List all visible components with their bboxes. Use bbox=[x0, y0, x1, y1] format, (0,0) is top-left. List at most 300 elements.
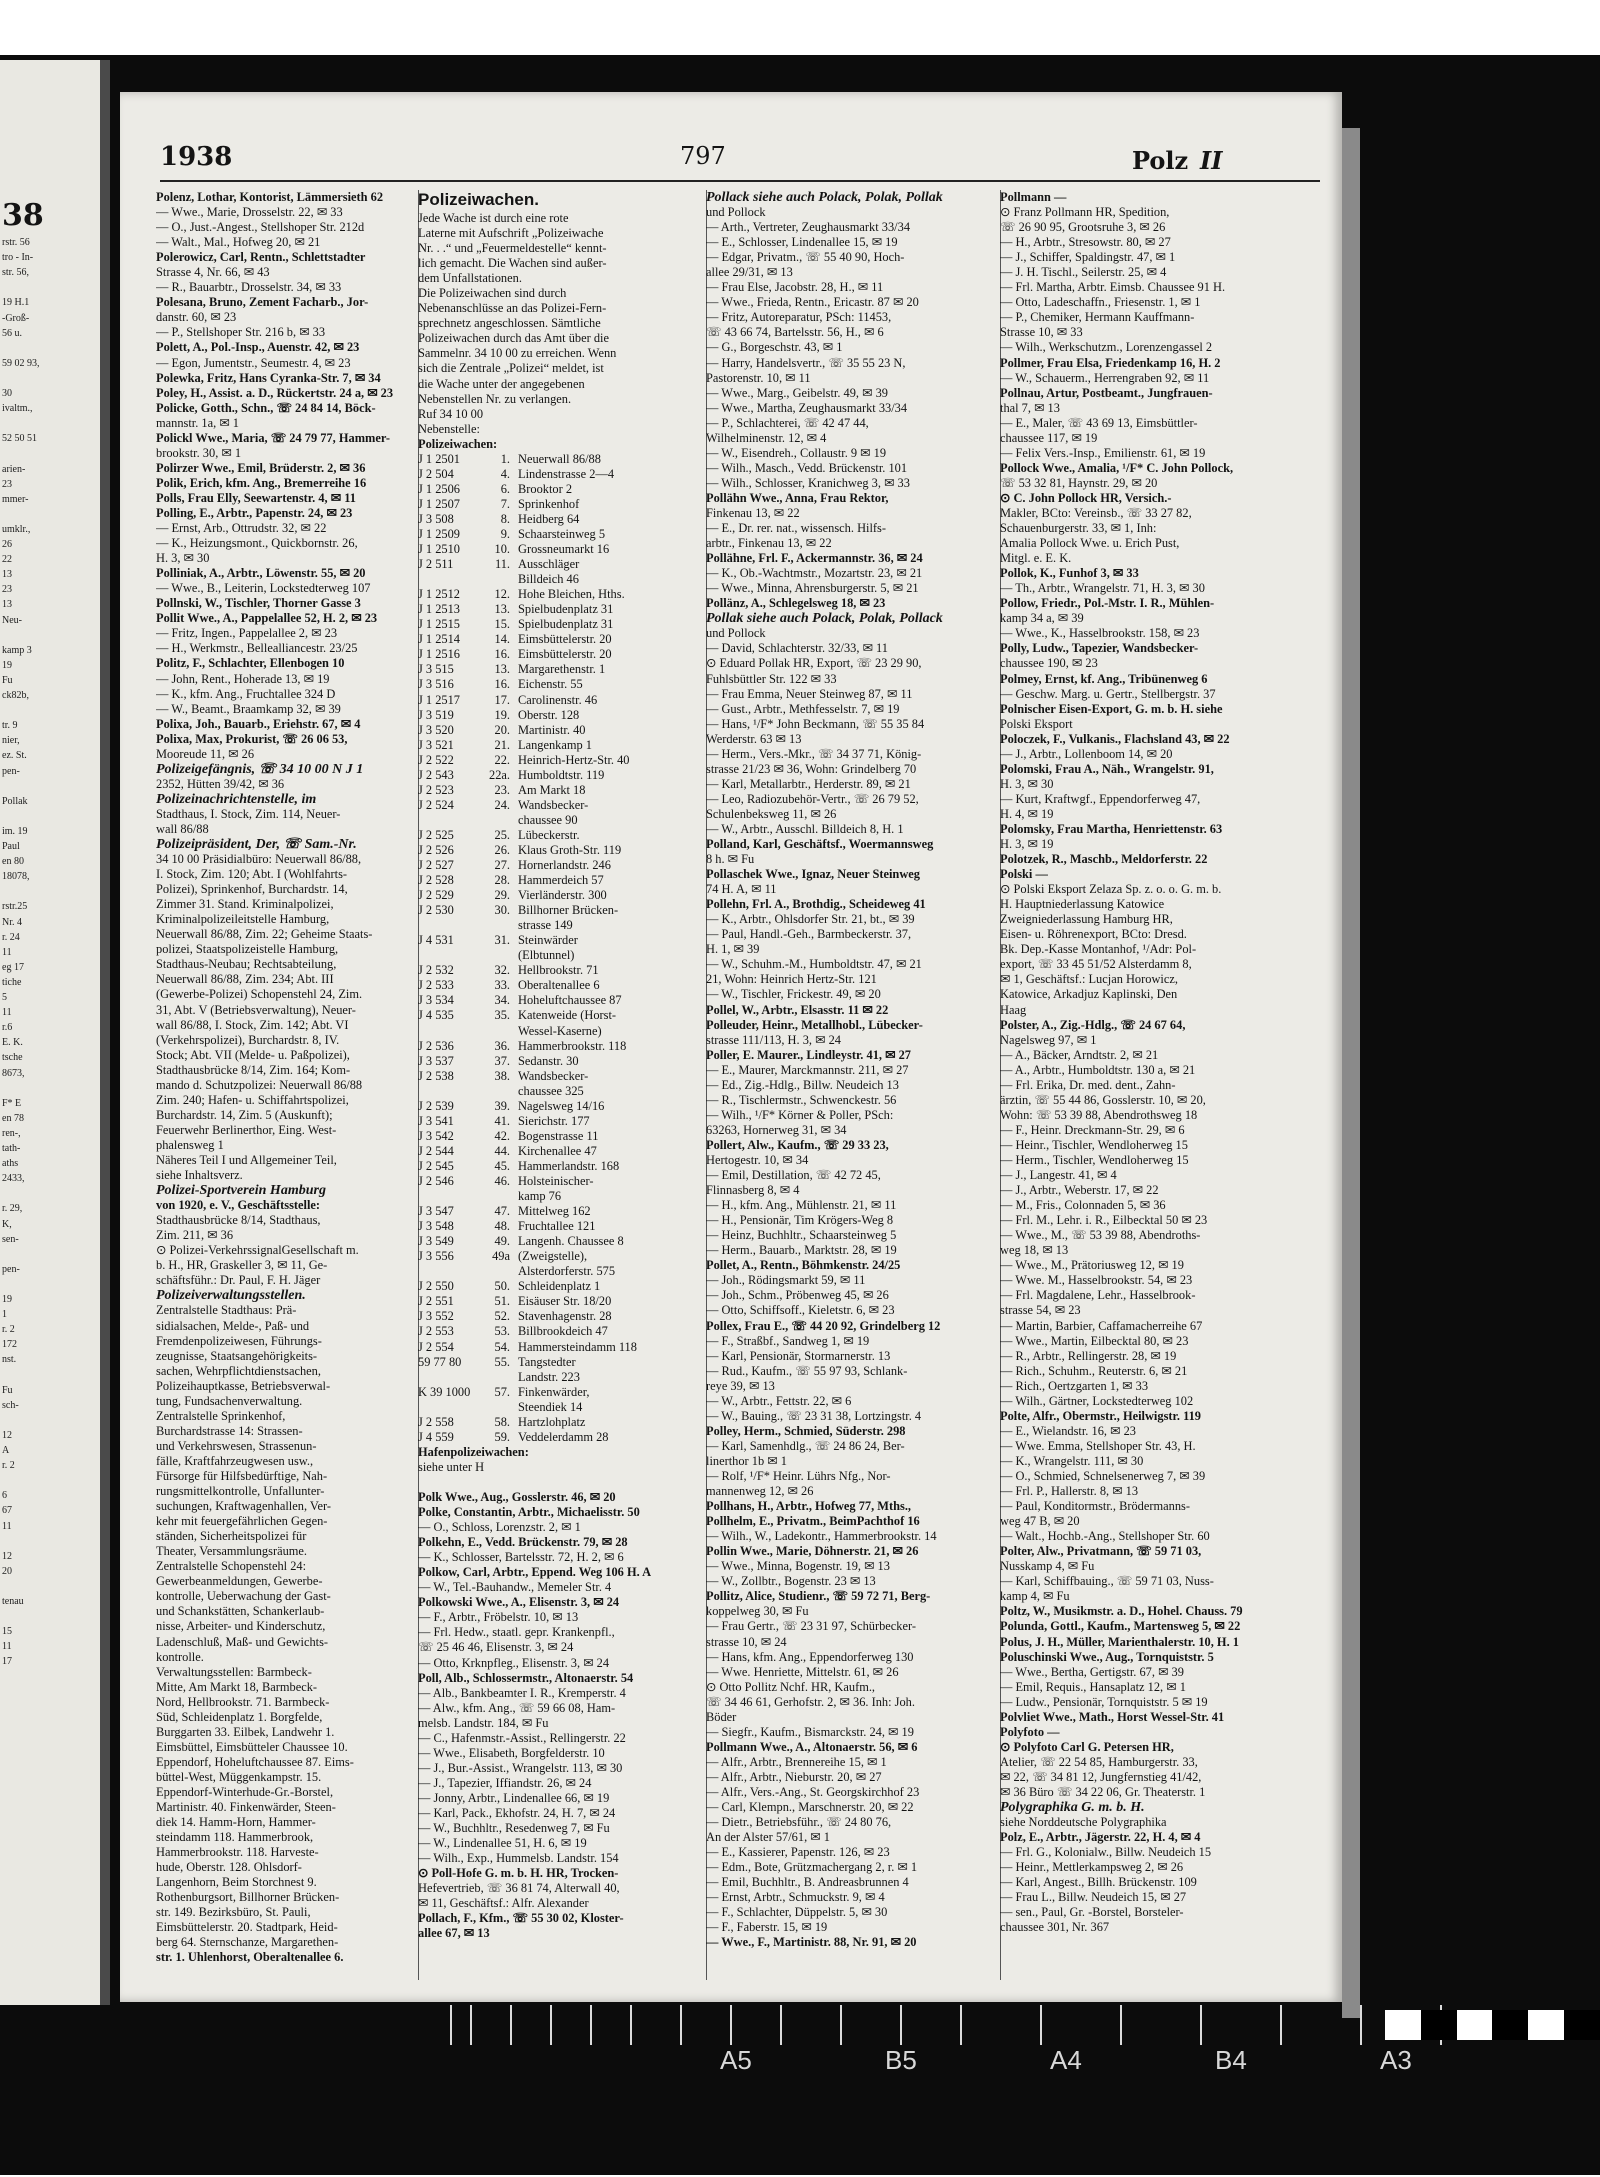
polizeiwache-row bbox=[418, 1114, 708, 1129]
directory-entry-line: linerthor 1b ✉ 1 bbox=[706, 1453, 787, 1468]
scan-gray-scale-bar bbox=[1385, 2010, 1600, 2040]
polizeiwache-row bbox=[418, 783, 708, 798]
wache-address: Ausschläger bbox=[518, 557, 580, 572]
wache-number: 30. bbox=[494, 903, 510, 918]
directory-entry-line: Katowice, Arkadjuz Kaplinski, Den bbox=[1000, 987, 1178, 1002]
directory-entry-line: ✉ 11, Geschäftsf.: Alfr. Alexander bbox=[418, 1896, 589, 1911]
paper-size-label: A4 bbox=[1050, 2045, 1082, 2075]
wache-extension: J 1 2514 bbox=[418, 632, 460, 647]
directory-entry-line: Haag bbox=[1000, 1002, 1027, 1017]
directory-entry-line: Stock; Abt. VII (Melde- u. Paßpolizei), bbox=[156, 1047, 350, 1062]
wache-address: Nagelsweg 14/16 bbox=[518, 1098, 605, 1113]
directory-entry-line: sidialsachen, Melde-, Paß- und bbox=[156, 1318, 310, 1333]
wache-number: 31. bbox=[494, 933, 510, 948]
directory-entry-line: 21, Wohn: Heinrich Hertz-Str. 121 bbox=[706, 972, 877, 987]
wache-address: Eimsbüttelerstr. 20 bbox=[518, 632, 612, 647]
wache-address: Tangstedter bbox=[518, 1354, 576, 1369]
wache-extension: J 2 544 bbox=[418, 1143, 454, 1158]
left-page-line: 56 u. bbox=[2, 327, 22, 339]
wache-address: Eimsbüttelerstr. 20 bbox=[518, 647, 612, 662]
wache-extension: J 2 533 bbox=[418, 978, 454, 993]
wache-extension: J 3 548 bbox=[418, 1219, 454, 1234]
wache-address: chaussee 90 bbox=[518, 812, 578, 827]
wache-number: 21. bbox=[494, 737, 510, 752]
directory-entry-line: Polizeinachrichtenstelle, im bbox=[156, 791, 317, 807]
directory-entry-line: — Heinz, Buchhltr., Schaarsteinweg 5 bbox=[706, 1228, 897, 1243]
directory-entry-line: Pollow, Friedr., Pol.-Mstr. I. R., Mühlen- bbox=[1000, 596, 1215, 611]
polizeiwache-row bbox=[418, 978, 708, 993]
polizeiwache-row bbox=[418, 677, 708, 692]
wache-extension: 59 77 80 bbox=[418, 1354, 462, 1369]
wache-extension: J 2 538 bbox=[418, 1068, 454, 1083]
directory-entry-line: — W., Schauerm., Herrengraben 92, ✉ 11 bbox=[1000, 370, 1210, 385]
left-page-line: 11 bbox=[2, 1520, 12, 1532]
left-page-line: eg 17 bbox=[2, 961, 24, 973]
directory-entry-line: Pollit Wwe., A., Pappelallee 52, H. 2, ✉ 23 bbox=[156, 611, 378, 626]
left-page-line: im. 19 bbox=[2, 825, 28, 837]
directory-entry-line: melsb. Landstr. 184, ✉ Fu bbox=[418, 1715, 549, 1730]
directory-entry-line: Finkenau 13, ✉ 22 bbox=[706, 505, 800, 520]
directory-entry-line: Pollet, A., Rentn., Böhmkenstr. 24/25 bbox=[706, 1258, 901, 1273]
directory-entry-line: ☏ 53 32 81, Haynstr. 29, ✉ 20 bbox=[1000, 475, 1158, 490]
directory-entry-line: — W., Bauing., ☏ 23 31 38, Lortzingstr. 4 bbox=[706, 1408, 922, 1423]
polizeiwache-row bbox=[418, 1370, 708, 1385]
wache-address: Oberstr. 128 bbox=[518, 707, 580, 722]
wache-number: 32. bbox=[494, 963, 510, 978]
wache-address: Heinrich-Hertz-Str. 40 bbox=[518, 752, 630, 767]
directory-entry-line: str. 1. Uhlenhorst, Oberaltenallee 6. bbox=[156, 1950, 344, 1965]
wache-extension: J 2 511 bbox=[418, 557, 454, 572]
directory-entry-line: Bk. Dep.-Kasse Montanhof, ¹/Adr: Pol- bbox=[1000, 942, 1197, 957]
wache-number: 9. bbox=[500, 526, 510, 541]
wache-address: (Zweigstelle), bbox=[518, 1249, 588, 1264]
polizeiwache-row bbox=[418, 662, 708, 677]
wache-address: Hammersteindamm 118 bbox=[518, 1339, 637, 1354]
wache-address: Langenkamp 1 bbox=[518, 737, 592, 752]
directory-entry-line: Pollmann Wwe., A., Altonaerstr. 56, ✉ 6 bbox=[706, 1739, 918, 1754]
left-page-line: 26 bbox=[2, 539, 12, 550]
directory-entry-line: ✉ 1, Geschäftsf.: Lucjan Horowicz, bbox=[1000, 972, 1178, 987]
directory-entry-line: Theater, Versammlungsräume. bbox=[156, 1544, 308, 1559]
polizeiwache-row bbox=[418, 647, 708, 662]
scan-tick bbox=[590, 2005, 592, 2045]
left-page-line: tr. 9 bbox=[2, 720, 18, 732]
wache-address: Bogenstrasse 11 bbox=[518, 1128, 599, 1143]
directory-entry-line: Eimsbüttel, Eimsbütteler Chaussee 10. bbox=[156, 1739, 348, 1754]
scan-tick bbox=[550, 2005, 552, 2045]
left-page-line: ren-, bbox=[2, 1127, 21, 1139]
directory-entry-line: — Emil, Requis., Hansaplatz 12, ✉ 1 bbox=[1000, 1679, 1186, 1694]
wache-address: Billhorner Brücken- bbox=[518, 903, 619, 918]
directory-entry-line: von 1920, e. V., Geschäftsstelle: bbox=[156, 1198, 321, 1213]
left-page-line: 1 bbox=[2, 1309, 7, 1321]
directory-entry-line: Pastorenstr. 10, ✉ 11 bbox=[706, 370, 811, 385]
directory-entry-line: ☏ 43 66 74, Bartelsstr. 56, H., ✉ 6 bbox=[706, 325, 884, 340]
directory-entry-line: — Egon, Jumentstr., Seumestr. 4, ✉ 23 bbox=[156, 355, 351, 370]
wache-extension bbox=[418, 1370, 488, 1385]
directory-entry-line: An der Alster 57/61, ✉ 1 bbox=[706, 1830, 830, 1845]
polizeiwache-row bbox=[418, 452, 708, 467]
directory-entry-line: — J., Schiffer, Spaldingstr. 47, ✉ 1 bbox=[1000, 250, 1176, 265]
directory-entry-line: ⊙ Polski Eksport Zelaza Sp. z. o. o. G. m. b. bbox=[1000, 882, 1222, 897]
directory-entry-line: — W., Tischler, Frickestr. 49, ✉ 20 bbox=[706, 987, 881, 1002]
directory-entry-line: — Karl, Angest., Billh. Brückenstr. 109 bbox=[1000, 1875, 1197, 1890]
directory-entry-line: ⊙ Polizei-VerkehrssignalGesellschaft m. bbox=[156, 1243, 359, 1258]
directory-entry-line: Pollert, Alw., Kaufm., ☏ 29 33 23, bbox=[706, 1137, 889, 1152]
wache-extension: J 2 526 bbox=[418, 842, 454, 857]
wache-number: 19. bbox=[494, 707, 510, 722]
wache-address: Wandsbecker- bbox=[518, 1068, 589, 1083]
directory-entry-line: — Heinr., Mettlerkampsweg 2, ✉ 26 bbox=[1000, 1860, 1184, 1875]
left-page-line: tenau bbox=[2, 1596, 24, 1607]
wache-number: 50. bbox=[494, 1279, 510, 1294]
wache-address: kamp 76 bbox=[518, 1189, 562, 1204]
directory-entry-line: — H., Pensionär, Tim Krögers-Weg 8 bbox=[706, 1213, 894, 1228]
directory-entry-line: — K., Schlosser, Bartelsstr. 72, H. 2, ✉ 6 bbox=[418, 1550, 624, 1565]
left-page-line: A bbox=[2, 1445, 10, 1456]
directory-entry-line: — Edgar, Privatm., ☏ 55 40 90, Hoch- bbox=[706, 250, 905, 265]
directory-entry-line: steindamm 118. Hammerbrook, bbox=[156, 1830, 314, 1845]
left-page-line: kamp 3 bbox=[2, 644, 32, 656]
left-page-line: 15 bbox=[2, 1626, 12, 1638]
directory-entry-line: und Verkehrswesen, Strassenun- bbox=[156, 1438, 317, 1453]
wache-extension bbox=[418, 1264, 488, 1279]
wache-extension: J 1 2512 bbox=[418, 587, 460, 602]
polizeiwache-row bbox=[418, 557, 708, 572]
directory-entry-line: — Ernst, Arbtr., Schmuckstr. 9, ✉ 4 bbox=[706, 1890, 885, 1905]
directory-entry-line: — Wwe. Emma, Stellshoper Str. 43, H. bbox=[1000, 1438, 1196, 1453]
wache-address: Katenweide (Horst- bbox=[518, 1008, 617, 1023]
scan-tick bbox=[1120, 2005, 1122, 2045]
directory-entry-line: — W., Lindenallee 51, H. 6, ✉ 19 bbox=[418, 1836, 587, 1851]
wache-address: Eisäuser Str. 18/20 bbox=[518, 1294, 612, 1309]
directory-entry-line: — Rud., Kaufm., ☏ 55 97 93, Schlank- bbox=[706, 1363, 908, 1378]
paper-size-label: B5 bbox=[885, 2045, 917, 2075]
wache-number: 16. bbox=[494, 647, 510, 662]
directory-entry-line: Polunda, Gottl., Kaufm., Martensweg 5, ✉ 22 bbox=[1000, 1619, 1241, 1634]
wache-address: Grossneumarkt 16 bbox=[518, 542, 610, 557]
wache-number bbox=[488, 918, 510, 933]
directory-entry-line: Schulenbeksweg 11, ✉ 26 bbox=[706, 806, 837, 821]
directory-entry-line: — Emil, Buchhltr., B. Andreasbrunnen 4 bbox=[706, 1875, 909, 1890]
directory-entry-line: Feuerwehr Berlinerthor, Eing. West- bbox=[156, 1122, 337, 1137]
directory-entry-line: — Wilh., W., Ladekontr., Hammerbrookstr. 14 bbox=[706, 1529, 937, 1544]
intro-line: sprechnetz angeschlossen. Sämtliche bbox=[418, 316, 601, 331]
left-page-line: rstr. 56 bbox=[2, 237, 30, 248]
wache-number: 12. bbox=[494, 587, 510, 602]
directory-entry-line: Burchardstrasse 14: Strassen- bbox=[156, 1423, 303, 1438]
polizeiwache-row bbox=[418, 1008, 708, 1023]
directory-entry-line: — Ed., Zig.-Hdlg., Billw. Neudeich 13 bbox=[706, 1077, 899, 1092]
directory-entry-line: — Leo, Radiozubehör-Vertr., ☏ 26 79 52, bbox=[706, 791, 919, 806]
wache-address: Spielbudenplatz 31 bbox=[518, 617, 614, 632]
directory-entry-line: Langenhorn, Beim Storchnest 9. bbox=[156, 1875, 317, 1890]
left-page-line: ez. St. bbox=[2, 750, 27, 762]
left-page-line: Fu bbox=[2, 1384, 13, 1396]
wache-address: Sedanstr. 30 bbox=[518, 1053, 579, 1068]
directory-entry-line: ☏ 34 46 61, Gerhofstr. 2, ✉ 36. Inh: Joh. bbox=[706, 1694, 915, 1709]
directory-entry-line: Polizei), Sprinkenhof, Burchardstr. 14, bbox=[156, 882, 348, 897]
directory-entry-line: Poloczek, F., Vulkanis., Flachsland 43, ✉ 22 bbox=[1000, 731, 1230, 746]
wache-number: 39. bbox=[494, 1098, 510, 1113]
polizeiwache-row bbox=[418, 948, 708, 963]
directory-entry-line: Strasse 4, Nr. 66, ✉ 43 bbox=[156, 265, 270, 280]
directory-entry-line: ⊙ Otto Pollitz Nchf. HR, Kaufm., bbox=[706, 1679, 876, 1694]
wache-address: Wandsbecker- bbox=[518, 797, 589, 812]
directory-entry-line: koppelweg 30, ✉ Fu bbox=[706, 1604, 809, 1619]
wache-address: Carolinenstr. 46 bbox=[518, 692, 598, 707]
left-page-line: 22 bbox=[2, 554, 12, 566]
directory-entry-line: Pollin Wwe., Marie, Döhnerstr. 21, ✉ 26 bbox=[706, 1544, 919, 1559]
directory-entry-line: — Ernst, Arb., Ottrudstr. 32, ✉ 22 bbox=[156, 521, 327, 536]
wache-number: 22a. bbox=[489, 767, 510, 782]
polizeiwache-row bbox=[418, 1324, 708, 1339]
paper-size-label: A5 bbox=[720, 2045, 752, 2075]
directory-entry-line: mannstr. 1a, ✉ 1 bbox=[156, 415, 239, 430]
directory-entry-line: Makler, BCto: Vereinsb., ☏ 33 27 82, bbox=[1000, 505, 1192, 520]
wache-extension: J 3 556 bbox=[418, 1249, 454, 1264]
left-page-line: str. 56, bbox=[2, 267, 29, 279]
directory-entry-line: — E., Kassierer, Papenstr. 126, ✉ 23 bbox=[706, 1845, 890, 1860]
directory-entry-line: Polling, E., Arbtr., Papenstr. 24, ✉ 23 bbox=[156, 505, 353, 520]
wache-address: Oberaltenallee 6 bbox=[518, 978, 600, 993]
directory-entry-line: — F., Arbtr., Fröbelstr. 10, ✉ 13 bbox=[418, 1610, 579, 1625]
wache-number: 42. bbox=[494, 1128, 510, 1143]
directory-entry-line: — K., kfm. Ang., Fruchtallee 324 D bbox=[156, 686, 336, 701]
wache-extension: J 2 536 bbox=[418, 1038, 454, 1053]
left-page-line: 6 bbox=[2, 1490, 7, 1502]
wache-address: Alsterdorferstr. 575 bbox=[518, 1264, 616, 1279]
directory-entry-line: und Pollock bbox=[706, 626, 766, 641]
polizeiwache-row bbox=[418, 497, 708, 512]
left-page-line: sen- bbox=[2, 1233, 19, 1245]
polizeiwache-row bbox=[418, 512, 708, 527]
directory-entry-line: allee 67, ✉ 13 bbox=[418, 1926, 490, 1941]
polizeiwache-row bbox=[418, 1415, 708, 1430]
directory-entry-line: Polus, J. H., Müller, Marienthalerstr. 10, H. 1 bbox=[1000, 1634, 1239, 1649]
polizeiwache-row bbox=[418, 1159, 708, 1174]
directory-entry-line: wall 86/88, I. Stock, Zim. 142; Abt. VI bbox=[156, 1017, 349, 1032]
column-3 bbox=[706, 190, 1002, 1980]
scan-calibration-strip bbox=[120, 2005, 1412, 2075]
left-page-line: r. 2 bbox=[2, 1460, 15, 1472]
directory-entry-line: Polotzek, R., Maschb., Meldorferstr. 22 bbox=[1000, 852, 1208, 867]
left-page-line: F* E bbox=[2, 1097, 22, 1109]
polizeiwache-row bbox=[418, 813, 708, 828]
wache-address: Billdeich 46 bbox=[518, 572, 579, 587]
wache-number: 13. bbox=[494, 662, 510, 677]
polizeiwache-row bbox=[418, 632, 708, 647]
left-page-line: 19 H.1 bbox=[2, 297, 30, 309]
intro-line: Nebenstellen Nr. zu verlangen. bbox=[418, 391, 572, 406]
directory-entry-line: Stadthausbrücke 8/14, Stadthaus, bbox=[156, 1213, 321, 1228]
directory-entry-line: Stadthausbrücke 8/14, Zim. 164; Kom- bbox=[156, 1062, 351, 1077]
directory-entry-line: — J., Bur.-Assist., Wrangelstr. 113, ✉ 30 bbox=[418, 1760, 623, 1775]
directory-entry-line: — Alw., kfm. Ang., ☏ 59 66 08, Ham- bbox=[418, 1700, 616, 1715]
directory-entry-line: Pollel, W., Arbtr., Elsasstr. 11 ✉ 22 bbox=[706, 1002, 889, 1017]
left-page-line: 17 bbox=[2, 1656, 12, 1668]
directory-entry-line: Polvliet Wwe., Math., Horst Wessel-Str. 41 bbox=[1000, 1709, 1225, 1724]
directory-entry-line: Rothenburgsort, Billhorner Brücken- bbox=[156, 1890, 340, 1905]
directory-entry-line: — Frau Else, Jacobstr. 28, H., ✉ 11 bbox=[706, 280, 884, 295]
wache-number: 54. bbox=[494, 1339, 510, 1354]
directory-entry-line: — Wwe., Elisabeth, Borgfelderstr. 10 bbox=[418, 1745, 605, 1760]
polizeiwache-row bbox=[418, 602, 708, 617]
wache-number: 23. bbox=[494, 782, 510, 797]
intro-line: sich die Zentrale „Polizei“ meldet, ist bbox=[418, 361, 604, 376]
directory-entry-line: Zentralstelle Sprinkenhof, bbox=[156, 1408, 286, 1423]
directory-entry-line: — A., Bäcker, Arndtstr. 2, ✉ 21 bbox=[1000, 1047, 1159, 1062]
wache-number bbox=[488, 1370, 510, 1385]
wache-number: 26. bbox=[494, 842, 510, 857]
directory-entry-line: — Frl. Martha, Arbtr. Eimsb. Chaussee 91 H. bbox=[1000, 280, 1226, 295]
wache-number bbox=[488, 1264, 510, 1279]
directory-entry-line: 2352, Hütten 39/42, ✉ 36 bbox=[156, 776, 285, 791]
directory-entry-line: — H., Arbtr., Stresowstr. 80, ✉ 27 bbox=[1000, 235, 1171, 250]
polizeiwache-row bbox=[418, 482, 708, 497]
left-page-line: en 80 bbox=[2, 856, 24, 868]
wache-extension: J 3 516 bbox=[418, 677, 454, 692]
directory-entry-line: — Otto, Krknpfleg., Elisenstr. 3, ✉ 24 bbox=[418, 1655, 610, 1670]
wache-number: 8. bbox=[500, 511, 510, 526]
wache-number: 46. bbox=[494, 1174, 510, 1188]
directory-entry-line: — R., Bauarbtr., Drosselstr. 34, ✉ 33 bbox=[156, 280, 342, 295]
directory-entry-line: — Wwe., Martha, Zeughausmarkt 33/34 bbox=[706, 400, 908, 415]
wache-number: 51. bbox=[494, 1294, 510, 1309]
polizeiwache-row bbox=[418, 1279, 708, 1294]
polizeiwache-row bbox=[418, 693, 708, 708]
scan-tick bbox=[510, 2005, 512, 2045]
wache-extension bbox=[418, 1024, 488, 1039]
left-page-line: 11 bbox=[2, 1007, 12, 1019]
directory-entry-line: — G., Borgeschstr. 43, ✉ 1 bbox=[706, 340, 843, 355]
wache-extension: J 1 2501 bbox=[418, 451, 460, 466]
wache-address: Sierichstr. 177 bbox=[518, 1113, 590, 1128]
wache-extension: J 2 523 bbox=[418, 782, 454, 797]
directory-entry-line: ⊙ Polyfoto Carl G. Petersen HR, bbox=[1000, 1739, 1174, 1754]
left-page-line: pen- bbox=[2, 765, 20, 777]
directory-entry-line: brookstr. 30, ✉ 1 bbox=[156, 445, 242, 460]
polizeiwache-row bbox=[418, 587, 708, 602]
directory-entry-line: Pollnau, Artur, Postbeamt., Jungfrauen- bbox=[1000, 385, 1213, 400]
wache-number: 10. bbox=[494, 542, 510, 557]
left-page-line: Paul bbox=[2, 841, 20, 852]
directory-entry-line: H. Hauptniederlassung Katowice bbox=[1000, 897, 1165, 912]
wache-extension: J 1 2517 bbox=[418, 692, 460, 707]
wache-extension: J 3 549 bbox=[418, 1234, 454, 1249]
directory-entry-line: — Wilh., Schlosser, Kranichweg 3, ✉ 33 bbox=[706, 475, 910, 490]
directory-entry-line: Polleuder, Heinr., Metallhobl., Lübecker- bbox=[706, 1017, 923, 1032]
directory-entry-line: Mooreude 11, ✉ 26 bbox=[156, 746, 255, 761]
left-page-line: -Groß- bbox=[2, 312, 30, 324]
directory-entry-line: — K., Heizungsmont., Quickbornstr. 26, bbox=[156, 536, 358, 551]
directory-entry-line: — O., Schmied, Schnelsenerweg 7, ✉ 39 bbox=[1000, 1468, 1206, 1483]
scan-tick bbox=[630, 2005, 632, 2045]
directory-entry-line: Polster, A., Zig.-Hdlg., ☏ 24 67 64, bbox=[1000, 1017, 1186, 1032]
wache-extension bbox=[418, 1400, 488, 1415]
scan-tick bbox=[900, 2005, 902, 2045]
polizeiwache-row bbox=[418, 918, 708, 933]
directory-entry-line: Polke, Constantin, Arbtr., Michaelisstr. 50 bbox=[418, 1505, 640, 1520]
directory-entry-line: — Arth., Vertreter, Zeughausmarkt 33/34 bbox=[706, 220, 911, 235]
directory-entry-line: Burggarten 33. Eilbek, Landwehr 1. bbox=[156, 1724, 335, 1739]
directory-entry-line: 8 h. ✉ Fu bbox=[706, 852, 755, 867]
wache-address: Schleidenplatz 1 bbox=[518, 1279, 601, 1294]
wache-extension: J 4 559 bbox=[418, 1429, 454, 1444]
directory-entry-line: — W., Arbtr., Ausschl. Billdeich 8, H. 1 bbox=[706, 821, 904, 836]
directory-entry-line: — Alfr., Arbtr., Brennereihe 15, ✉ 1 bbox=[706, 1754, 887, 1769]
left-page-line: 2433, bbox=[2, 1173, 25, 1185]
directory-entry-line: — Wwe. M., Hasselbrookstr. 54, ✉ 23 bbox=[1000, 1273, 1193, 1288]
wache-extension: J 2 551 bbox=[418, 1294, 454, 1309]
directory-entry-line: — R., Tischlermstr., Schwenckestr. 56 bbox=[706, 1092, 897, 1107]
wache-address: chaussee 325 bbox=[518, 1083, 584, 1098]
header-rule bbox=[160, 180, 1320, 182]
wache-extension: J 2 522 bbox=[418, 752, 454, 767]
directory-entry-line: ⊙ Poll-Hofe G. m. b. H. HR, Trocken- bbox=[418, 1866, 619, 1881]
wache-number: 59. bbox=[494, 1429, 510, 1444]
left-page-line: 172 bbox=[2, 1339, 17, 1351]
left-page-line: umklr., bbox=[2, 523, 31, 535]
directory-entry-line: — Karl, Schiffbauing., ☏ 59 71 03, Nuss- bbox=[1000, 1574, 1214, 1589]
directory-entry-line: — Herm., Tischler, Wendloherweg 15 bbox=[1000, 1153, 1189, 1167]
wache-extension: J 2 532 bbox=[418, 963, 454, 978]
directory-entry-line: — Otto, Schiffsoff., Kieletstr. 6, ✉ 23 bbox=[706, 1303, 895, 1318]
wache-number: 17. bbox=[494, 692, 510, 707]
directory-entry-line: — Jonny, Arbtr., Lindenallee 66, ✉ 19 bbox=[418, 1790, 610, 1805]
left-page-line: 13 bbox=[2, 569, 12, 581]
wache-address: Neuerwall 86/88 bbox=[518, 451, 601, 466]
wache-number: 41. bbox=[494, 1113, 510, 1128]
scan-tick bbox=[470, 2005, 472, 2045]
directory-entry-line: suchungen, Kraftwagenhallen, Ver- bbox=[156, 1499, 331, 1514]
wache-extension bbox=[418, 813, 488, 828]
left-page-line: tro - In- bbox=[2, 252, 34, 264]
polizeiwachen-intro bbox=[418, 211, 708, 452]
wache-address: Hartzlohplatz bbox=[518, 1414, 586, 1429]
polizeiwache-row bbox=[418, 963, 708, 978]
directory-entry-line: — Edm., Bote, Grützmachergang 2, r. ✉ 1 bbox=[706, 1860, 918, 1875]
directory-entry-line: — Carl, Klempn., Marschnerstr. 20, ✉ 22 bbox=[706, 1800, 914, 1815]
directory-entry-line: Pollhans, H., Arbtr., Hofweg 77, Mths., bbox=[706, 1499, 912, 1514]
wache-number bbox=[488, 1400, 510, 1415]
directory-entry-line: 31, Abt. V (Betriebsverwaltung), Neuer- bbox=[156, 1002, 356, 1017]
wache-address: Landstr. 223 bbox=[518, 1369, 580, 1384]
directory-entry-line: Pollach, F., Kfm., ☏ 55 30 02, Kloster- bbox=[418, 1911, 624, 1926]
directory-entry-line: Polizeihauptkasse, Betriebsverwal- bbox=[156, 1378, 331, 1393]
wache-number: 44. bbox=[494, 1143, 510, 1158]
directory-entry-line: — Karl, Pack., Ekhofstr. 24, H. 7, ✉ 24 bbox=[418, 1805, 616, 1820]
directory-entry-line: mando d. Schutzpolizei: Neuerwall 86/88 bbox=[156, 1077, 363, 1092]
polizeiwache-row bbox=[418, 1039, 708, 1054]
wache-number: 11. bbox=[494, 557, 510, 572]
polizeiwache-row bbox=[418, 843, 708, 858]
directory-entry-line: — Wwe., Bertha, Gertigstr. 67, ✉ 39 bbox=[1000, 1664, 1184, 1679]
directory-entry-line: Mitgl. e. E. K. bbox=[1000, 551, 1072, 566]
directory-entry-line: — F., Straßbf., Sandweg 1, ✉ 19 bbox=[706, 1333, 870, 1348]
directory-entry-line: Zentralstelle Schopenstehl 24: bbox=[156, 1559, 307, 1574]
wache-address: Hellbrookstr. 71 bbox=[518, 963, 599, 978]
wache-extension: J 3 537 bbox=[418, 1053, 454, 1068]
directory-entry-line: — Herm., Bauarb., Marktstr. 28, ✉ 19 bbox=[706, 1243, 897, 1258]
wache-number bbox=[488, 1189, 510, 1204]
directory-entry-line: Polski — bbox=[1000, 867, 1048, 882]
directory-entry-line: Pollehn, Frl. A., Brothdig., Scheideweg 41 bbox=[706, 897, 926, 912]
wache-address: Brooktor 2 bbox=[518, 481, 573, 496]
directory-entry-line: — W., Buchhltr., Resedenweg 7, ✉ Fu bbox=[418, 1821, 610, 1836]
wache-extension: K 39 1000 bbox=[418, 1384, 471, 1399]
column-1 bbox=[156, 190, 442, 1980]
